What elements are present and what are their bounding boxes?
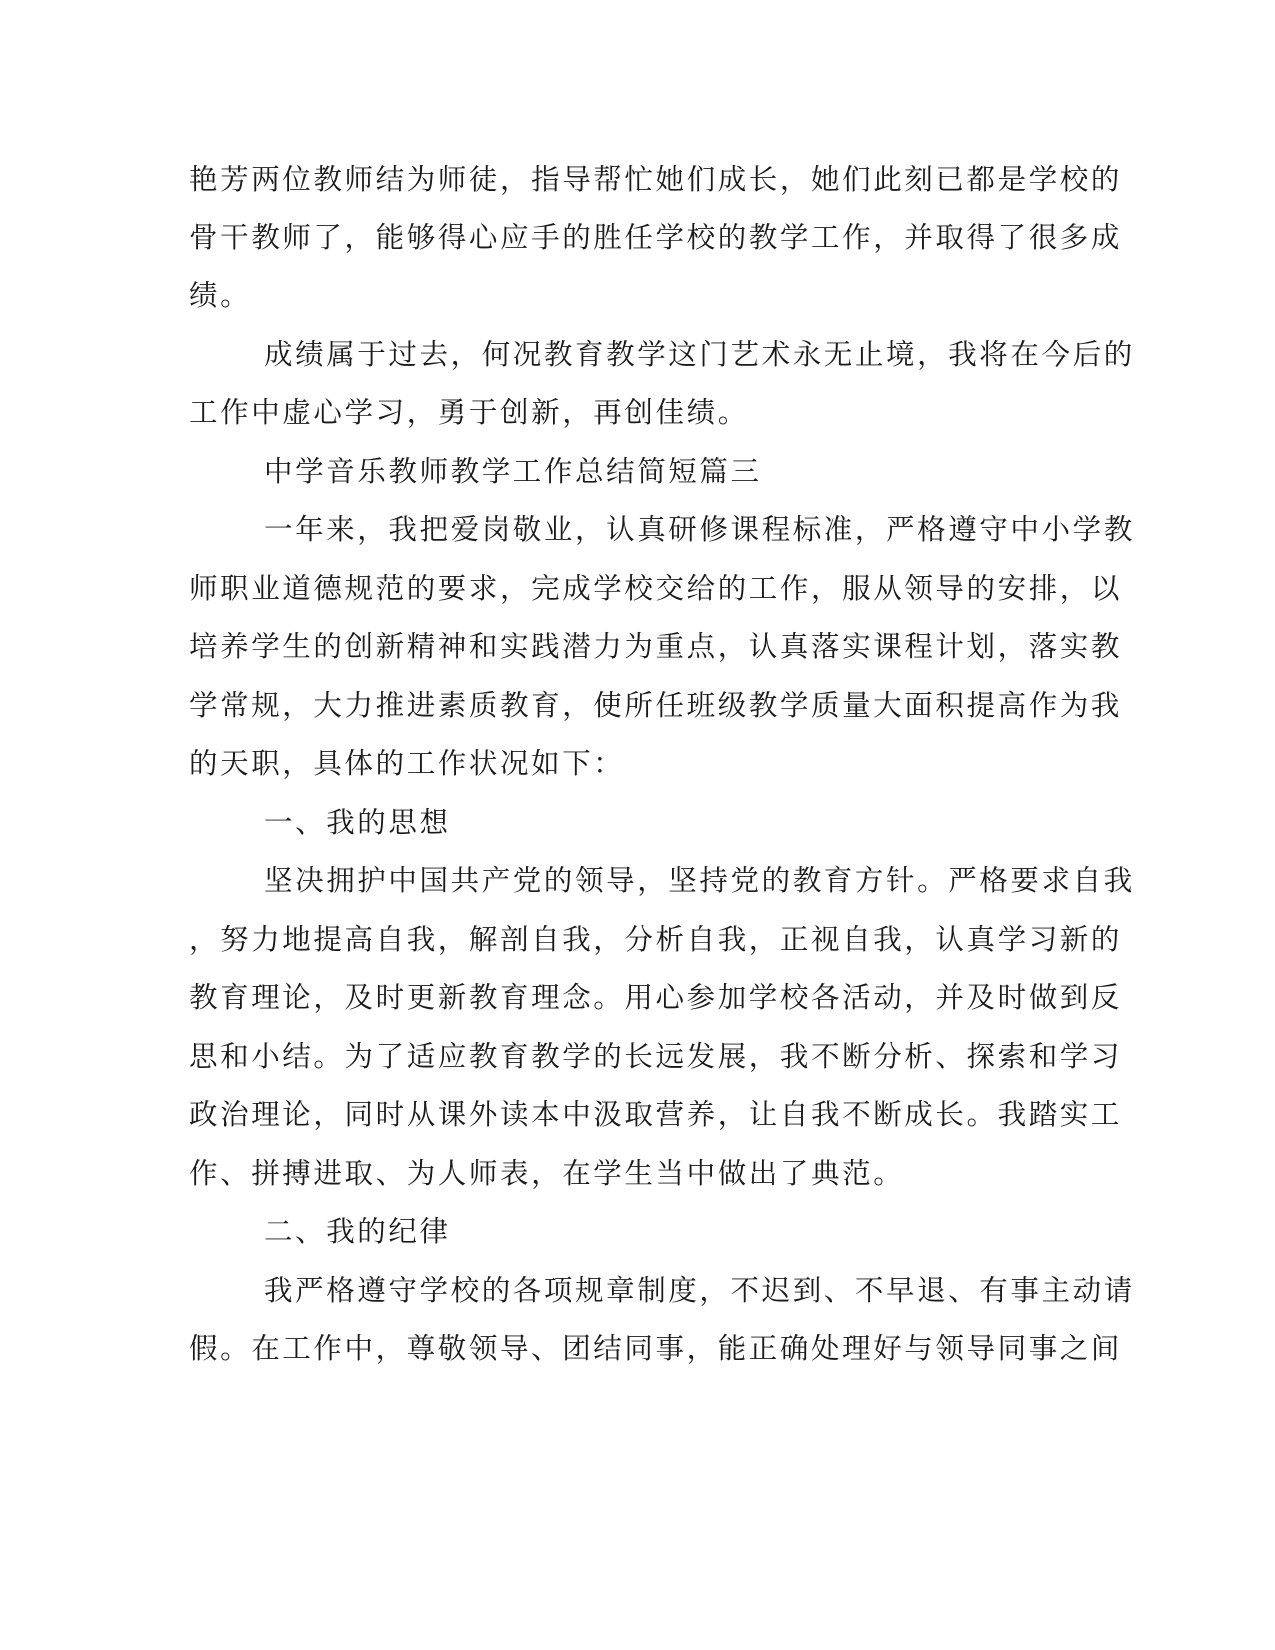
text-line: 思和小结。为了适应教育教学的长远发展，我不断分析、探索和学习 [189,1040,1123,1073]
subsection-heading: 一、我的思想 [264,806,451,839]
text-line: 绩。 [189,279,252,312]
text-line: 的天职，具体的工作状况如下： [189,747,625,780]
paragraph-start-line: 一年来，我把爱岗敬业，认真研修课程标准，严格遵守中小学教 [264,513,1135,546]
text-line: 培养学生的创新精神和实践潜力为重点，认真落实课程计划，落实教 [189,630,1123,663]
text-line: 教育理论，及时更新教育理念。用心参加学校各活动，并及时做到反 [189,981,1123,1014]
section-title: 中学音乐教师教学工作总结简短篇三 [264,455,762,488]
text-line: 政治理论，同时从课外读本中汲取营养，让自我不断成长。我踏实工 [189,1098,1123,1131]
paragraph-start-line: 坚决拥护中国共产党的领导，坚持党的教育方针。严格要求自我 [264,864,1135,897]
text-line: 骨干教师了，能够得心应手的胜任学校的教学工作，并取得了很多成 [189,221,1123,254]
text-line: ，努力地提高自我，解剖自我，分析自我，正视自我，认真学习新的 [189,923,1123,956]
text-line: 学常规，大力推进素质教育，使所任班级教学质量大面积提高作为我 [189,689,1123,722]
text-line: 工作中虚心学习，勇于创新，再创佳绩。 [189,396,749,429]
text-line: 师职业道德规范的要求，完成学校交给的工作，服从领导的安排，以 [189,572,1123,605]
text-line: 艳芳两位教师结为师徒，指导帮忙她们成长，她们此刻已都是学校的 [189,163,1123,196]
text-line: 作、拼搏进取、为人师表，在学生当中做出了典范。 [189,1157,905,1190]
text-line: 假。在工作中，尊敬领导、团结同事，能正确处理好与领导同事之间 [189,1332,1123,1365]
paragraph-start-line: 成绩属于过去，何况教育教学这门艺术永无止境，我将在今后的 [264,338,1135,371]
paragraph-start-line: 我严格遵守学校的各项规章制度，不迟到、不早退、有事主动请 [264,1274,1135,1307]
subsection-heading: 二、我的纪律 [264,1215,451,1248]
